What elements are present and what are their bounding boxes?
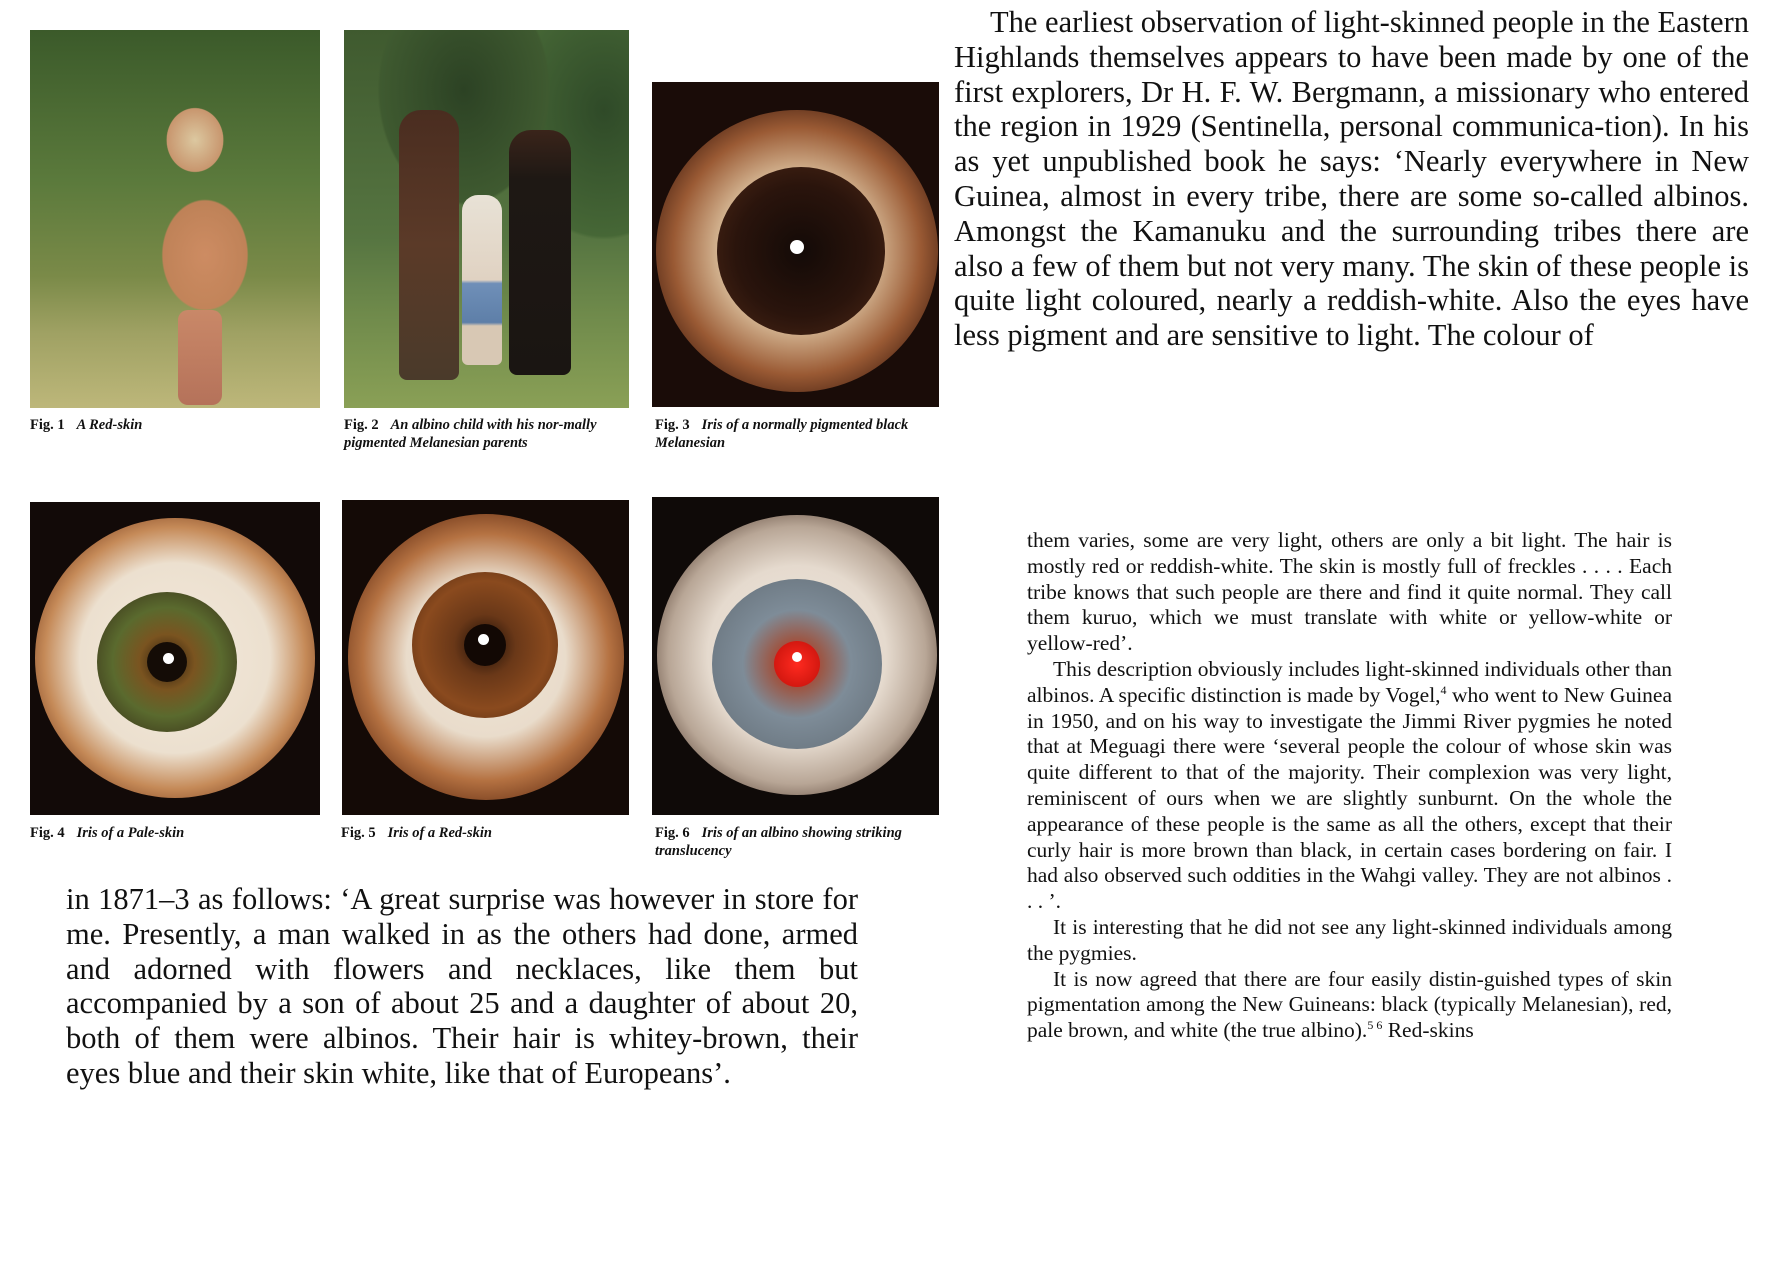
- figure-5-label: Fig. 5: [341, 825, 376, 841]
- paragraph-1: them varies, some are very light, others are only a bit light. The hair is mostly red or reddish-white. The skin is mostly full of freckles . . . . Each tribe knows that such people are there and find it quite normal. They call them kuruo, which we must translate with white or yellow-white or yellow-red’.: [1027, 528, 1672, 656]
- figure-5-caption-text: Iris of a Red-skin: [387, 825, 492, 841]
- figure-4-iris-image: [30, 502, 320, 815]
- figure-1-person: [178, 310, 222, 405]
- figure-4-caption-text: Iris of a Pale-skin: [76, 825, 185, 841]
- paragraph-4: [1027, 967, 1672, 1044]
- figure-2-photo: [344, 30, 629, 408]
- figure-1-caption-text: A Red-skin: [76, 417, 143, 433]
- figure-2-albino-child: [462, 195, 502, 365]
- paragraph-4-part-a: It is now agreed that there are four easily distin-guished types of skin pigmentation among the New Guineans: black (typically Melanesian), red, pale brown, and white (the true albino).: [1027, 966, 1672, 1043]
- figure-2-caption-text: An albino child with his nor-mally pigmented Melanesian parents: [344, 417, 597, 451]
- figure-2-label: Fig. 2: [344, 417, 379, 433]
- figure-1-photo: [30, 30, 320, 408]
- paragraph-3: It is interesting that he did not see any light-skinned individuals among the pygmies.: [1027, 914, 1672, 965]
- figure-1-label: Fig. 1: [30, 417, 65, 433]
- left-paragraph: in 1871–3 as follows: ‘A great surprise was however in store for me. Presently, a man walked in as the others had done, armed and adorned with flowers and necklaces, like them but accompanied by a son of about 25 and a daughter of about 20, both of them were albinos. Their hair is whitey-brown, their eyes blue and their skin white, like that of Europeans’.: [66, 882, 858, 1090]
- right-column-large-text: [954, 5, 1749, 353]
- figure-2-caption: [344, 416, 629, 452]
- figure-6-caption-text: Iris of an albino showing striking translucency: [655, 825, 902, 859]
- figure-5-caption: [341, 824, 631, 842]
- paragraph-2-part-a: This description obviously includes light-skinned individuals other than albinos. A specific distinction is made by Vogel,: [1027, 656, 1672, 707]
- right-column-small-text: [1027, 528, 1672, 1044]
- figure-2-father: [399, 110, 459, 380]
- figure-6-iris-image: [652, 497, 939, 815]
- figure-3-label: Fig. 3: [655, 417, 690, 433]
- figure-6-label: Fig. 6: [655, 825, 690, 841]
- right-large-paragraph: The earliest observation of light-skinned people in the Eastern Highlands themselves appears to have been made by one of the first explorers, Dr H. F. W. Bergmann, a missionary who entered the region in 1929 (Sentinella, personal communica-tion). In his as yet unpublished book he says: ‘Nearly everywhere in New Guinea, almost in every tribe, there are some so-called albinos. Amongst the Kamanuku and the surrounding tribes there are also a few of them but not very many. The skin of these people is quite light coloured, nearly a reddish-white. Also the eyes have less pigment and are sensitive to light. The colour of: [954, 5, 1749, 353]
- left-column-text: [66, 882, 858, 1091]
- paragraph-2-part-b: who went to New Guinea in 1950, and on his way to investigate the Jimmi River pygmies he noted that at Meguagi there were ‘several people the colour of whose skin was quite different to that of the majority. Their complexion was very light, reminiscent of ours when we are slightly sunburnt. On the whole the appearance of these people is the same as all the others, except that their curly hair is more brown than black, in certain cases bordering on fair. I had also observed such oddities in the Wahgi valley. They are not albinos . . . ’.: [1027, 682, 1672, 914]
- figure-1-caption: [30, 416, 320, 434]
- paragraph-4-part-b: Red-skins: [1382, 1018, 1474, 1043]
- paragraph-2: [1027, 657, 1672, 915]
- figure-3-caption-text: Iris of a normally pigmented black Melanesian: [655, 417, 909, 451]
- reference-5-6: 5 6: [1367, 1017, 1383, 1032]
- figure-4-label: Fig. 4: [30, 825, 65, 841]
- figure-6-caption: [655, 824, 935, 860]
- figure-3-caption: [655, 416, 945, 452]
- figure-5-iris-image: [342, 500, 629, 815]
- figure-2-mother: [509, 130, 571, 375]
- figure-3-iris-image: [652, 82, 939, 407]
- reference-4: 4: [1440, 682, 1447, 697]
- figure-4-caption: [30, 824, 320, 842]
